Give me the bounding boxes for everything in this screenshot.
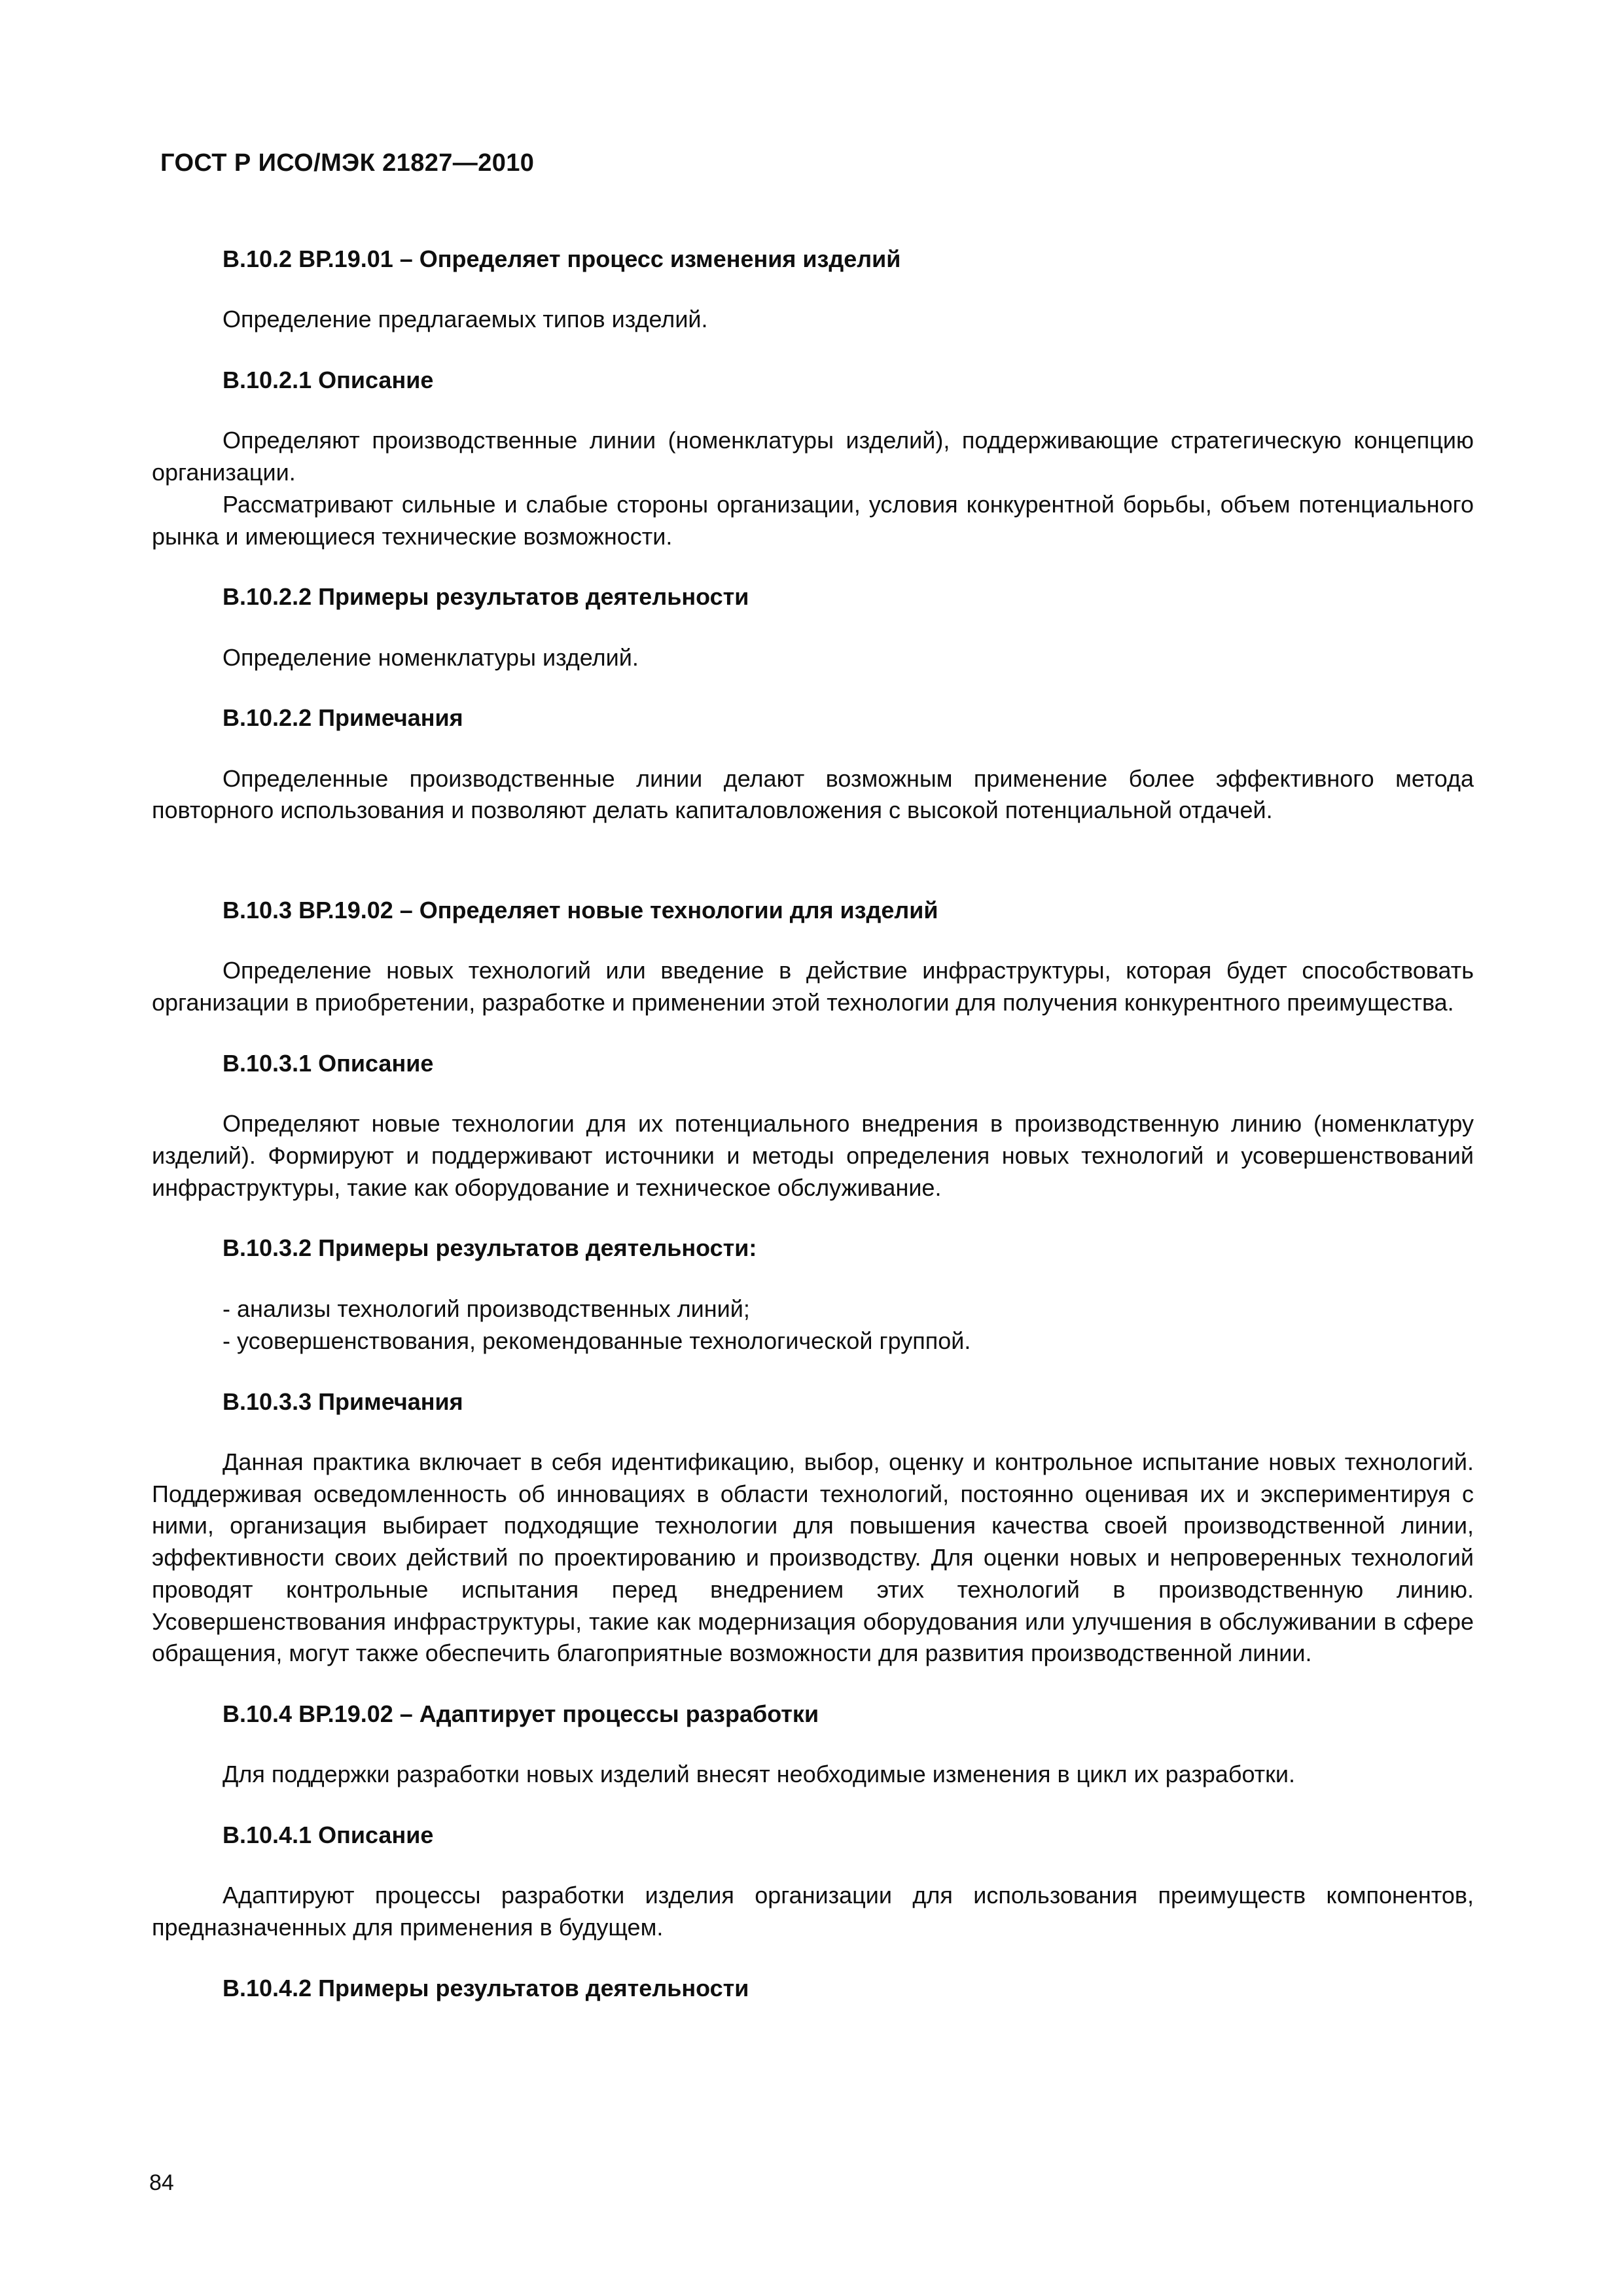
list-item-b10302-1: - анализы технологий производственных линий; [223,1295,750,1322]
paragraph-b10301-1: Определяют новые технологии для их потенциального внедрения в производственную линию (номенклатуру изделий). Формируют и поддерживают источники и методы определения новых технологий и усовершенствований инфраструктуры, такие как оборудование и техническое обслуживание. [152,1110,1474,1201]
paragraph-b10303-1: Данная практика включает в себя идентификацию, выбор, оценку и контрольное испытание новых технологий. Поддерживая осведомленность об инновациях в области технологий, постоянно оценивая их и экспериментируя с ними, организация выбирает подходящие технологии для повышения качества своей производственной линии, эффективности своих действий по проектированию и производству. Для оценки новых и непроверенных технологий проводят контрольные испытания перед внедрением этих технологий в производственную линию. Усовершенствования инфраструктуры, такие как модернизация оборудования или улучшения в обслуживании в сфере обращения, могут также обеспечить благоприятные возможности для развития производственной линии. [152,1448,1474,1667]
section-heading-b10202-notes: В.10.2.2 Примечания [223,704,463,732]
section-heading-b10401: В.10.4.1 Описание [223,1821,434,1849]
section-heading-b1030: В.10.3 ВР.19.02 – Определяет новые технологии для изделий [223,897,938,924]
section-heading-b10202-examples: В.10.2.2 Примеры результатов деятельности [223,583,749,611]
section-heading-b1020: В.10.2 ВР.19.01 – Определяет процесс изменения изделий [223,245,901,272]
page-header-area [152,149,1480,177]
paragraph-b10202-notes-1: Определенные производственные линии делают возможным применение более эффективного метода повторного использования и позволяют делать капиталовложения с высокой потенциальной отдачей. [152,764,1474,824]
section-heading-b1040: В.10.4 ВР.19.02 – Адаптирует процессы разработки [223,1700,819,1728]
page-number: 84 [149,2170,174,2195]
paragraph-b10201-2: Рассматривают сильные и слабые стороны организации, условия конкурентной борьбы, объем потенциального рынка и имеющиеся технические возможности. [152,490,1474,550]
section-lead-b1020: Определение предлагаемых типов изделий. [223,306,708,333]
section-lead-b1030: Определение новых технологий или введение в действие инфраструктуры, которая будет способствовать организации в приобретении, разработке и применении этой технологии для получения конкурентного преимущества. [152,957,1474,1016]
section-heading-b10302: В.10.3.2 Примеры результатов деятельности: [223,1234,757,1262]
section-heading-b10301: В.10.3.1 Описание [223,1049,434,1077]
section-heading-b10201: В.10.2.1 Описание [223,367,434,393]
section-heading-b10303: В.10.3.3 Примечания [223,1388,463,1415]
paragraph-b10401-1: Адаптируют процессы разработки изделия организации для использования преимуществ компонентов, предназначенных для применения в будущем. [152,1882,1474,1941]
list-item-b10302-2: - усовершенствования, рекомендованные технологической группой. [223,1327,971,1354]
paragraph-b10201-1: Определяют производственные линии (номенклатуры изделий), поддерживающие стратегическую концепцию организации. [152,427,1474,486]
section-lead-b1040: Для поддержки разработки новых изделий внесят необходимые изменения в цикл их разработки. [223,1761,1296,1788]
document-standard-header: ГОСТ Р ИСО/МЭК 21827—2010 [160,149,535,177]
section-heading-b10402: В.10.4.2 Примеры результатов деятельности [223,1974,749,2001]
document-body [152,243,1474,2004]
paragraph-b10202-examples-1: Определение номенклатуры изделий. [223,643,639,671]
